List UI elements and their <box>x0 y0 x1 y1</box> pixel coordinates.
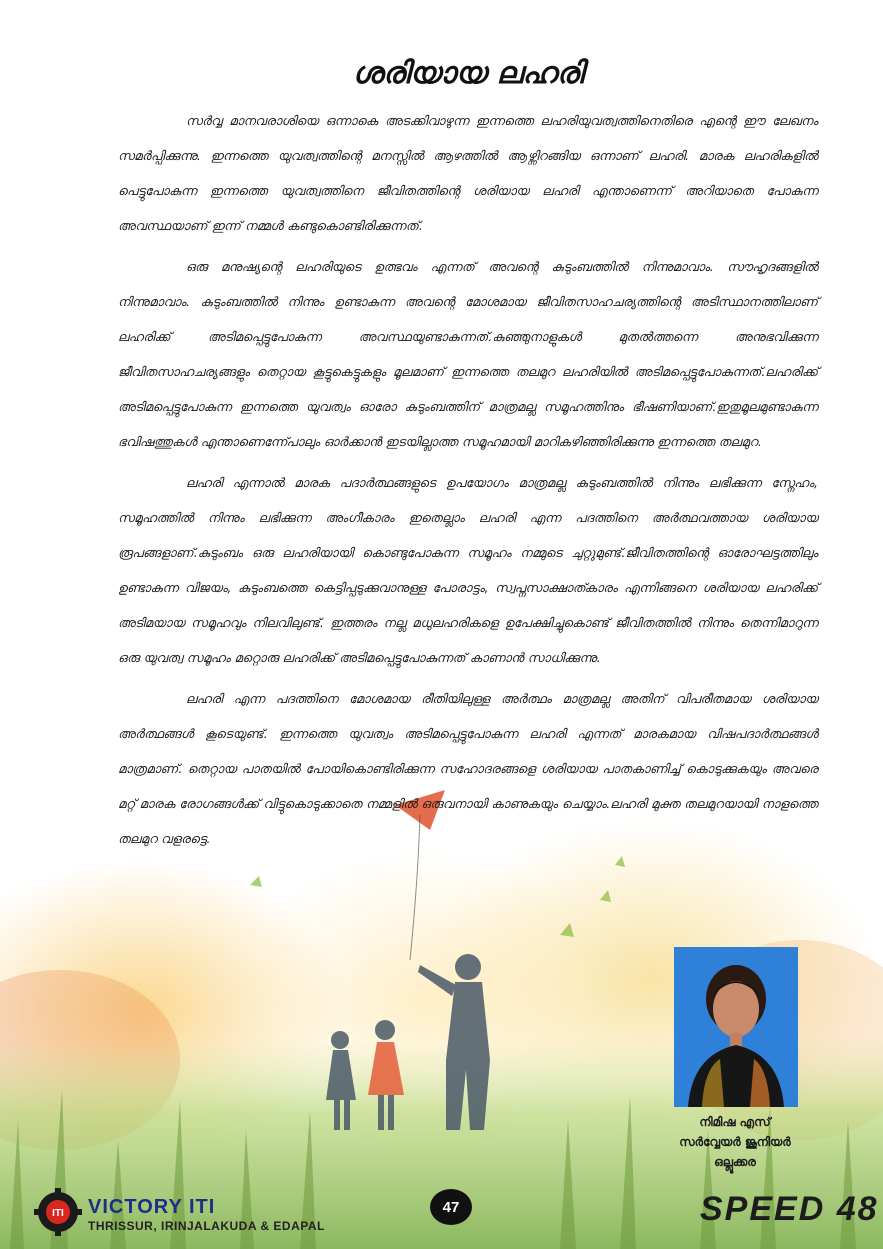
article-title: ശരിയായ ലഹരി <box>352 56 584 91</box>
page-number: 47 <box>430 1189 472 1225</box>
article <box>118 56 818 862</box>
author-designation: സർവ്വേയർ ജൂനിയർ <box>679 1135 791 1149</box>
victory-iti-logo <box>34 1188 82 1240</box>
author-caption <box>640 1112 830 1172</box>
author-name: നിമിഷ എസ് <box>699 1115 771 1129</box>
article-paragraph: ലഹരി എന്നാൽ മാരക പദാർത്ഥങ്ങളുടെ ഉപയോഗം മാത്രമല്ല കുടുംബത്തിൽ നിന്നും ലഭിക്കുന്ന സ്നേഹം, സമൂഹത്തിൽ നിന്നും ലഭിക്കുന്ന അംഗീകാരം ഇതെല്ലാം ലഹരി എന്ന പദത്തിനെ അർത്ഥവത്തായ ശരിയായ രൂപങ്ങളാണ്.കുടുംബം ഒരു ലഹരിയായി കൊണ്ടുപോകുന്ന സമൂഹം നമ്മുടെ ചുറ്റുമുണ്ട്.ജീവിതത്തിന്റെ ഓരോഘട്ടത്തിലും ഉണ്ടാകുന്ന വിജയം, കുടുംബത്തെ കെട്ടിപ്പടുക്കുവാനുള്ള പോരാട്ടം, സ്വപ്നസാക്ഷാത്കാരം എന്നിങ്ങനെ ശരിയായ ലഹരിക്ക് അടിമയായ സമൂഹവും നിലവിലുണ്ട്. ഇത്തരം നല്ല മധുലഹരികളെ ഉപേക്ഷിച്ചുകൊണ്ട് ജീവിതത്തിൽ നിന്നും തെന്നിമാറുന്ന ഒരു യുവത്വ സമൂഹം മറ്റൊരു ലഹരിക്ക് അടിമപ്പെട്ടുപോകുന്നത് കാണാൻ സാധിക്കുന്നു. <box>118 475 818 665</box>
article-paragraph: സർവ്വ മാനവരാശിയെ ഒന്നാകെ അടക്കിവാഴുന്ന ഇന്നത്തെ ലഹരിയുവത്വത്തിനെതിരെ എന്റെ ഈ ലേഖനം സമർപ്പിക്കുന്നു. ഇന്നത്തെ യുവത്വത്തിന്റെ മനസ്സിൽ ആഴത്തിൽ ആഴ്ന്നിറങ്ങിയ ഒന്നാണ് ലഹരി. മാരക ലഹരികളിൽ പെട്ടുപോകുന്ന ഇന്നത്തെ യുവത്വത്തിനെ ജീവിതത്തിന്റെ ശരിയായ ലഹരി എന്താണെന്ന് അറിയാതെ പോകുന്ന അവസ്ഥയാണ് ഇന്ന് നമ്മൾ കണ്ടുകൊണ്ടിരിക്കുന്നത്. <box>118 113 818 233</box>
brand-name: VICTORY ITI <box>88 1196 216 1218</box>
author-place: ഒല്ലൂക്കര <box>714 1155 756 1169</box>
article-paragraph: ലഹരി എന്ന പദത്തിനെ മോശമായ രീതിയിലുള്ള അർത്ഥം മാത്രമല്ല അതിന് വിപരീതമായ ശരിയായ അർത്ഥങ്ങൾ കൂടെയുണ്ട്. ഇന്നത്തെ യുവത്വം അടിമപ്പെട്ടുപോകുന്ന ലഹരി എന്നത് മാരകമായ വിഷപദാർത്ഥങ്ങൾ മാത്രമാണ്. തെറ്റായ പാതയിൽ പോയികൊണ്ടിരിക്കുന്ന സഹോദരങ്ങളെ ശരിയായ പാതകാണിച്ച് കൊടുക്കുകയും അവരെ മറ്റ് മാരക രോഗങ്ങൾക്ക് വിട്ടുകൊടുക്കാതെ നമ്മളിൽ ഒരുവനായി കാണുകയും ചെയ്യാം.ലഹരി മുക്ത തലമുറയായി നാളത്തെ തലമുറ വളരട്ടെ. <box>118 691 818 846</box>
author-photo <box>674 947 798 1107</box>
author-portrait <box>674 947 798 1107</box>
magazine-title: SPEED 48 <box>700 1190 879 1228</box>
article-paragraph: ഒരു മനുഷ്യന്റെ ലഹരിയുടെ ഉത്ഭവം എന്നത് അവന്റെ കുടുംബത്തിൽ നിന്നുമാവാം. സൗഹൃദങ്ങളിൽ നിന്നുമാവാം. കുടുംബത്തിൽ നിന്നും ഉണ്ടാകുന്ന അവന്റെ മോശമായ ജീവിതസാഹചര്യത്തിന്റെ അടിസ്ഥാനത്തിലാണ് ലഹരിക്ക് അടിമപ്പെട്ടുപോകുന്ന അവസ്ഥയുണ്ടാകുന്നത്.കുഞ്ഞുനാളുകൾ മുതൽത്തന്നെ അനുഭവിക്കുന്ന ജീവിതസാഹചര്യങ്ങളും തെറ്റായ കൂട്ടുകെട്ടുകളും മൂലമാണ് ഇന്നത്തെ തലമുറ ലഹരിയിൽ അടിമപ്പെട്ടുപോകുന്നത്.ലഹരിക്ക് അടിമപ്പെട്ടുപോകുന്ന ഇന്നത്തെ യുവത്വം ഓരോ കുടുംബത്തിന് മാത്രമല്ല സമൂഹത്തിനും ഭീഷണിയാണ്.ഇതുമൂലമുണ്ടാകുന്ന ഭവിഷത്തുകൾ എന്താണെന്ന്പോലും ഓർക്കാൻ ഇടയില്ലാത്ത സമൂഹമായി മാറികഴിഞ്ഞിരിക്കുന്നു ഇന്നത്തെ തലമുറ. <box>118 259 818 449</box>
gear-logo-icon <box>34 1188 82 1236</box>
brand-locations: THRISSUR, IRINJALAKUDA & EDAPAL <box>88 1219 325 1233</box>
logo-text: ITI <box>52 1208 64 1219</box>
